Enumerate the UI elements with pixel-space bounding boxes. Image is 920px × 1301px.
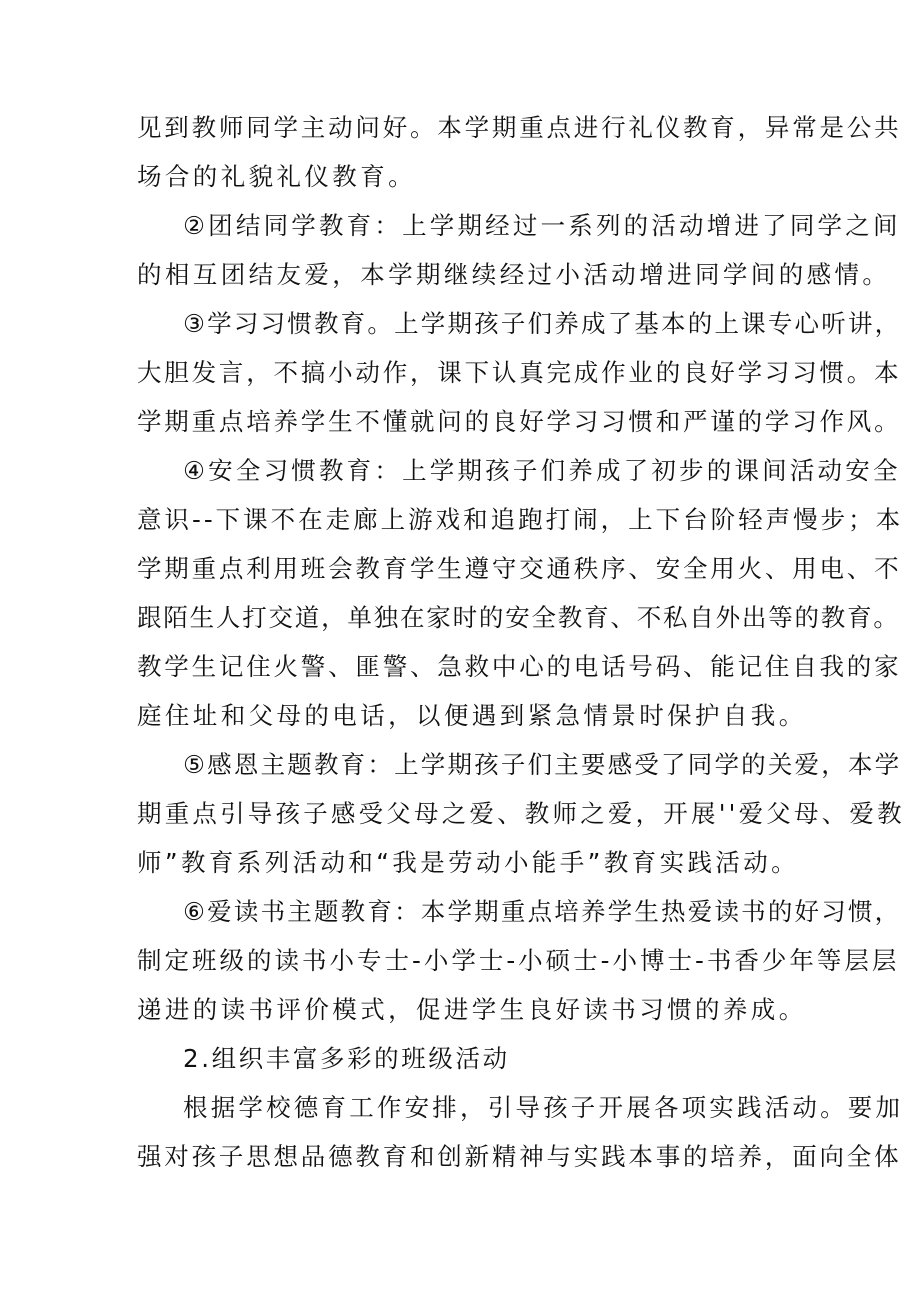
paragraph-line: ⑥爱读书主题教育：本学期重点培养学生热爱读书的好习惯， [183,897,902,926]
paragraph-line: ④安全习惯教育：上学期孩子们养成了初步的课间活动安全 [183,456,901,485]
section-heading: 2.组织丰富多彩的班级活动 [183,1044,510,1073]
text-line: 意识--下课不在走廊上游戏和追跑打闹，上下台阶轻声慢步；本 [137,505,904,534]
text-line: 强对孩子思想品德教育和创新精神与实践本事的培养，面向全体 [137,1142,902,1171]
text-line: 教学生记住火警、匪警、急救中心的电话号码、能记住自我的家 [137,652,902,681]
paragraph-line: ②团结同学教育：上学期经过一系列的活动增进了同学之间 [183,211,901,240]
text-line: 场合的礼貌礼仪教育。 [137,162,416,191]
paragraph-line: ③学习习惯教育。上学期孩子们养成了基本的上课专心听讲， [183,309,902,338]
text-line: 跟陌生人打交道，单独在家时的安全教育、不私自外出等的教育。 [137,603,900,632]
text-line: 学期重点培养学生不懂就问的良好学习习惯和严谨的学习作风。 [137,407,902,436]
text-line: 递进的读书评价模式，促进学生良好读书习惯的养成。 [137,995,807,1024]
text-line: 师”教育系列活动和“我是劳动小能手”教育实践活动。 [137,848,800,877]
text-line: 的相互团结友爱，本学期继续经过小活动增进同学间的感情。 [137,260,891,289]
paragraph-line: ⑤感恩主题教育：上学期孩子们主要感受了同学的关爱，本学 [183,750,902,779]
text-line: 期重点引导孩子感受父母之爱、教师之爱，开展''爱父母、爱教 [137,799,905,828]
text-line: 大胆发言，不搞小动作，课下认真完成作业的良好学习习惯。本 [137,358,902,387]
text-line: 见到教师同学主动问好。本学期重点进行礼仪教育，异常是公共 [137,113,902,142]
text-line: 制定班级的读书小专士-小学士-小硕士-小博士-书香少年等层层 [137,946,900,975]
paragraph-line: 根据学校德育工作安排，引导孩子开展各项实践活动。要加 [183,1093,904,1122]
text-line: 庭住址和父母的电话，以便遇到紧急情景时保护自我。 [137,701,807,730]
text-line: 学期重点利用班会教育学生遵守交通秩序、安全用火、用电、不 [137,554,902,583]
